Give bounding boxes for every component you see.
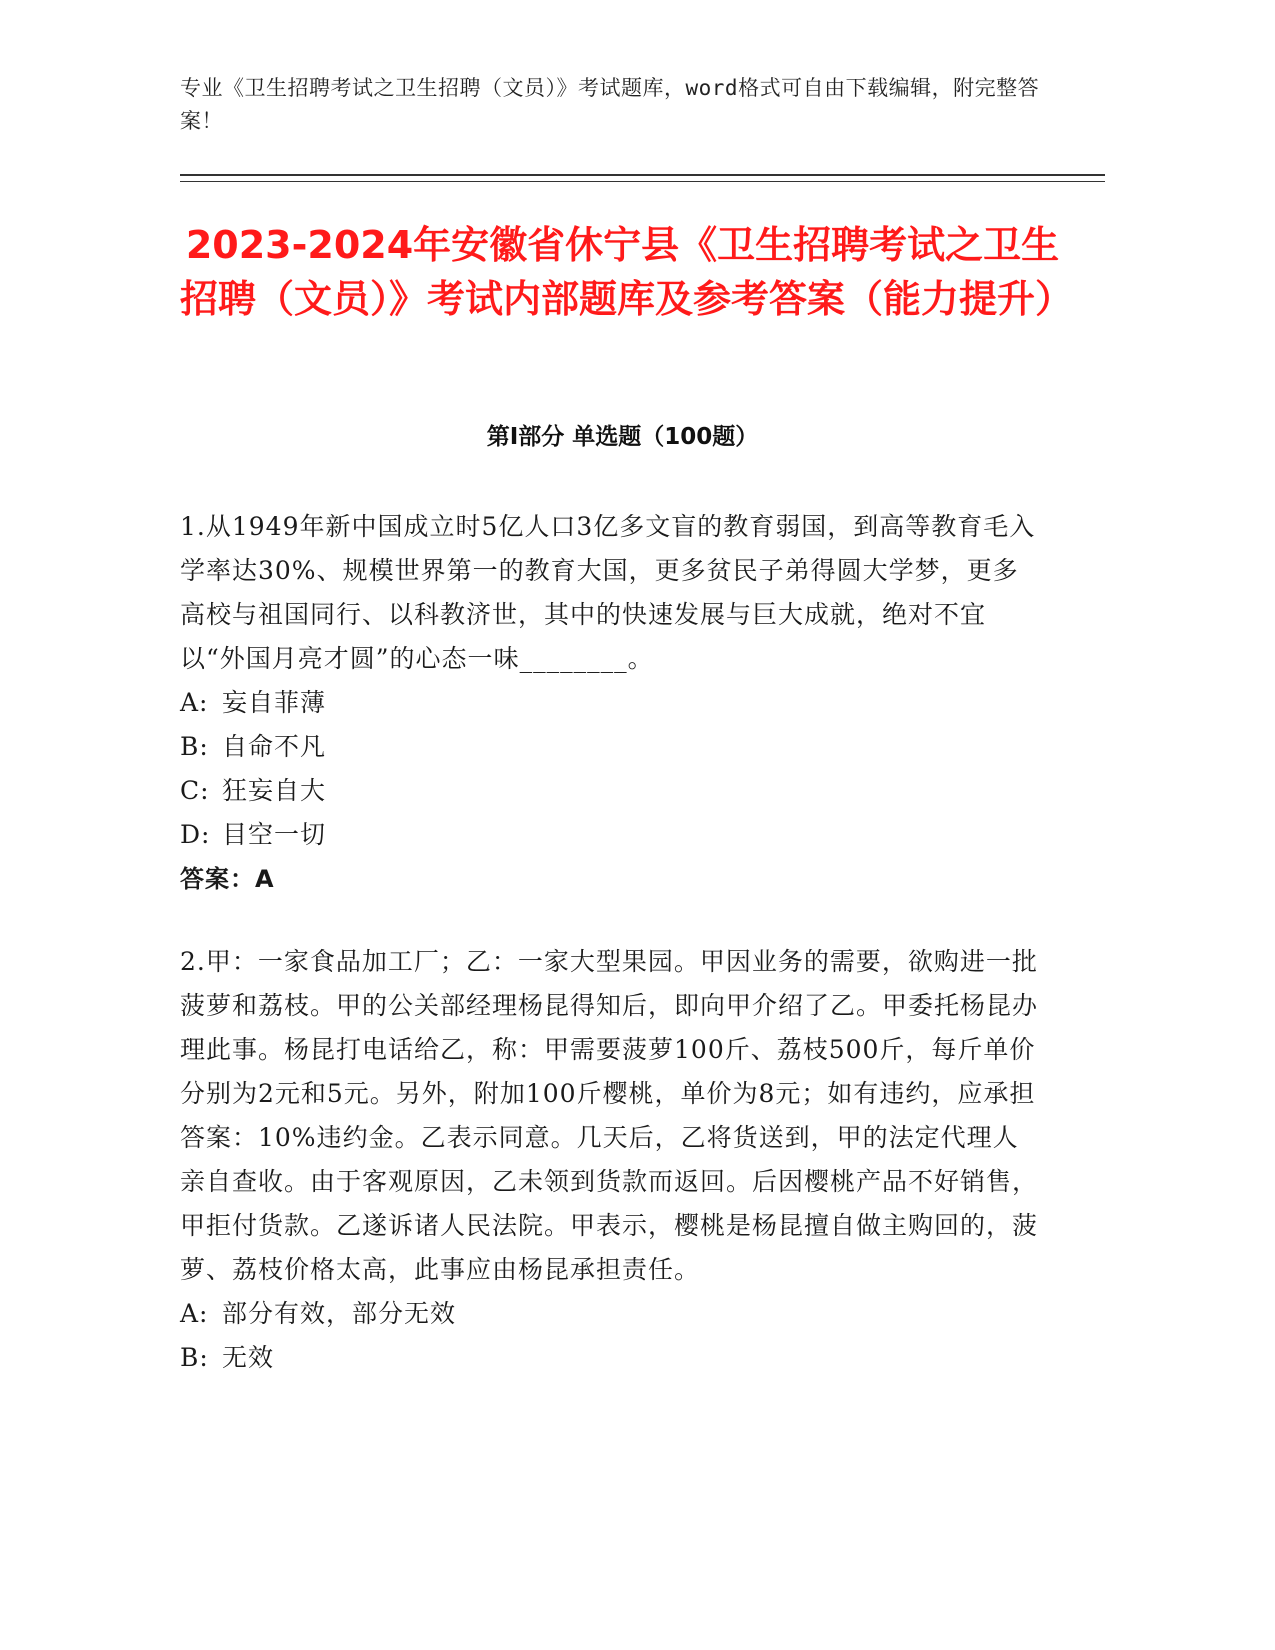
option-text: 无效 (222, 1343, 275, 1372)
question-stem: 2.甲：一家食品加工厂；乙：一家大型果园。甲因业务的需要，欲购进一批菠萝和荔枝。甲的公关部经理杨昆得知后，即向甲介绍了乙。甲委托杨昆办理此事。杨昆打电话给乙，称：甲需要菠萝100斤、荔枝500斤，每斤单价分别为2元和5元。另外，附加100斤樱桃，单价为8元；如有违约，应承担答案：10%违约金。乙表示同意。几天后，乙将货送到，甲的法定代理人亲自查收。由于客观原因，乙未领到货款而返回。后因樱桃产品不好销售，甲拒付货款。乙遂诉诸人民法院。甲表示，樱桃是杨昆擅自做主购回的，菠萝、荔枝价格太高，此事应由杨昆承担责任。 (180, 947, 1039, 1284)
header-note: 专业《卫生招聘考试之卫生招聘（文员）》考试题库，word格式可自由下载编辑，附完整答案！ (180, 76, 1040, 133)
option-key: A: (180, 688, 209, 717)
option-text: 自命不凡 (222, 732, 327, 761)
option-b (180, 725, 1040, 769)
option-text: 目空一切 (222, 820, 327, 849)
option-a (180, 681, 1040, 725)
option-a (180, 1292, 1040, 1336)
option-key: A: (180, 1299, 209, 1328)
option-c (180, 769, 1040, 813)
option-text: 部分有效，部分无效 (222, 1299, 457, 1328)
option-key: D: (180, 820, 211, 849)
header-divider-thick (180, 174, 1105, 176)
option-d (180, 813, 1040, 857)
option-key: B: (180, 732, 209, 761)
question-2 (180, 940, 1040, 1380)
option-text: 妄自菲薄 (222, 688, 327, 717)
option-text: 狂妄自大 (222, 776, 327, 805)
option-key: B: (180, 1343, 209, 1372)
question-stem: 1.从1949年新中国成立时5亿人口3亿多文盲的教育弱国，到高等教育毛入学率达30%、规模世界第一的教育大国，更多贫民子弟得圆大学梦，更多高校与祖国同行、以科教济世，其中的快速发展与巨大成就，绝对不宜以“外国月亮才圆”的心态一味________。 (180, 512, 1036, 673)
option-key: C: (180, 776, 210, 805)
header-divider-thin (180, 181, 1105, 182)
option-b (180, 1336, 1040, 1380)
section-heading: 第I部分 单选题（100题） (486, 424, 759, 450)
question-1 (180, 505, 1040, 901)
document-title: 2023-2024年安徽省休宁县《卫生招聘考试之卫生招聘（文员）》考试内部题库及参考答案（能力提升） (180, 223, 1074, 321)
answer-line: 答案：A (180, 865, 275, 893)
